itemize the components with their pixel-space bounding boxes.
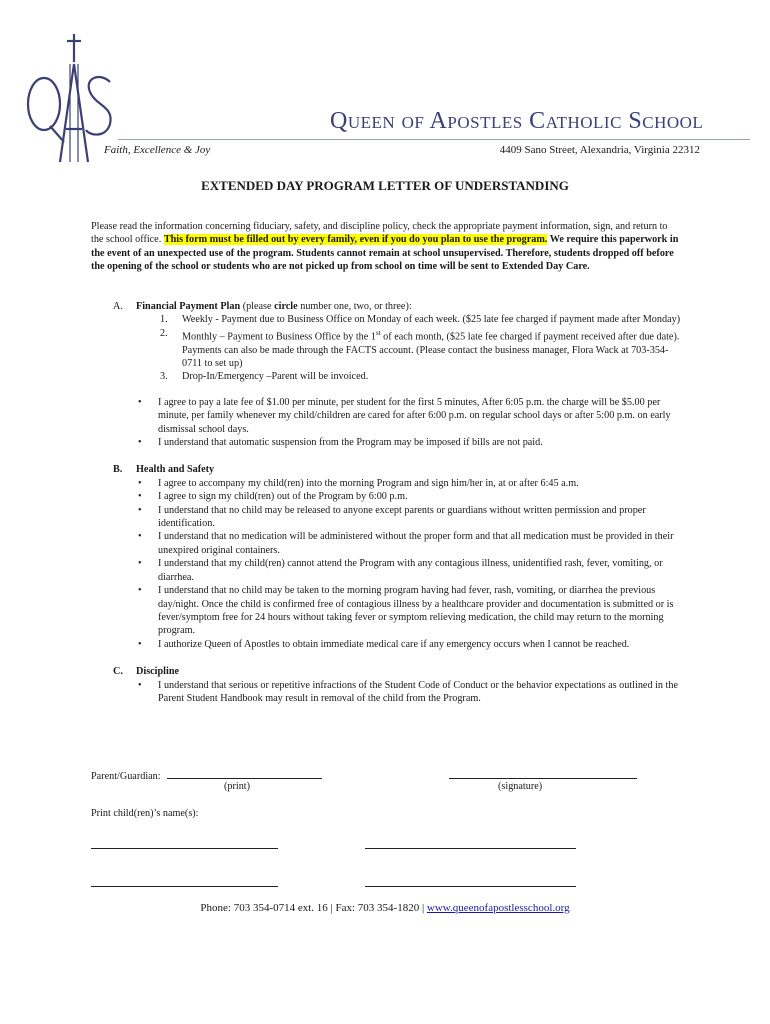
fee-bullet-list: [136, 396, 681, 450]
bullet-text: I agree to sign my child(ren) out of the Program by 6:00 p.m.: [158, 491, 408, 503]
website-link[interactable]: www.queenofapostlesschool.org: [426, 902, 570, 914]
payment-plan-list: [136, 313, 681, 383]
bullet-text: I understand that my child(ren) cannot attend the Program with any contagious illness, unidentified rash, fever, vomiting, or diarrhea.: [158, 558, 663, 583]
bullet-text: I agree to pay a late fee of $1.00 per minute, per student for the first 5 minutes, After 6:05 p.m. the charge will be $5.00 per minute, per family whenever my child/children are cared for after 6:00 p.m. on regular school days or after 5:00 p.m. on early dismissal school days.: [158, 396, 671, 435]
child-name-row-1: [91, 838, 691, 852]
signature-caption: (signature): [498, 781, 543, 792]
intro-requirement: We require this paperwork in the event of an unexpected use of the program. Students cannot remain at school unsupervised. Therefore, students dropped off before the opening of the school or students who are not picked up from school on time will be sent to Extended Day Care.: [91, 234, 679, 273]
header-divider: [118, 139, 750, 140]
discipline-bullet-list: [136, 679, 681, 706]
heading-note: (please: [240, 301, 275, 312]
bullet-icon: •: [138, 396, 142, 408]
plan-number: 1.: [160, 314, 168, 326]
children-label: Print child(ren)’s name(s):: [91, 808, 199, 819]
plan-text-end: of each month, ($25 late fee charged if payment received after due date). Payments can also be made through the FACTS account. (Please contact the business manager, Flora Wack at 703-354-0711 to set up): [182, 331, 680, 370]
bullet-text: I understand that no medication will be administered without the proper form and that all medication must be provided in their unexpired original containers.: [158, 531, 674, 556]
safety-bullet-list: [136, 477, 681, 651]
section-letter: A.: [113, 301, 123, 312]
list-item: [136, 679, 681, 706]
list-item: [160, 370, 681, 383]
plan-text: Weekly - Payment due to Business Office on Monday of each week. ($25 late fee charged if payment made after Monday): [182, 314, 681, 326]
bullet-icon: •: [138, 531, 142, 543]
section-heading: Discipline: [136, 666, 180, 678]
child-name-line[interactable]: [91, 838, 278, 849]
list-item: [136, 504, 681, 531]
child-name-row-2: [91, 876, 691, 890]
child-name-line[interactable]: [365, 876, 576, 887]
section-letter: B.: [113, 464, 123, 476]
heading-note-end: number one, two, or three):: [297, 301, 412, 312]
bullet-text: I understand that no child may be taken to the morning program having had fever, rash, vomiting, or diarrhea the previous day/night. Once the child is confirmed free of contagious illness by a healthcare provider and documentation is submitted or is fever/symptom free for 24 hours without taking fever or symptom relieving medication, the child may return to the morning program.: [158, 585, 674, 637]
school-name: Queen of Apostles Catholic School: [330, 108, 704, 134]
bullet-icon: •: [138, 679, 142, 691]
parent-label: Parent/Guardian:: [91, 771, 161, 782]
bullet-icon: •: [138, 477, 142, 489]
bullet-icon: •: [138, 491, 142, 503]
footer-contact: [0, 902, 770, 914]
bullet-icon: •: [138, 558, 142, 570]
list-item: [136, 477, 681, 490]
plan-superscript: st: [375, 328, 381, 337]
list-item: [160, 327, 681, 371]
heading-note-bold: circle: [274, 301, 298, 312]
school-motto: Faith, Excellence & Joy: [104, 144, 211, 156]
bullet-icon: •: [138, 504, 142, 516]
parent-signature-line[interactable]: [449, 768, 637, 779]
list-item: [160, 313, 681, 326]
parent-print-line[interactable]: [167, 768, 322, 779]
section-heading: Health and Safety: [136, 464, 215, 476]
bullet-text: I understand that serious or repetitive infractions of the Student Code of Conduct or the behavior expectations as outlined in the Parent Student Handbook may result in removal of the child from the Program.: [158, 679, 678, 704]
parent-signature-row: [91, 768, 691, 782]
print-caption: (print): [224, 781, 251, 792]
document-title: EXTENDED DAY PROGRAM LETTER OF UNDERSTANDING: [201, 178, 569, 193]
section-heading: Financial Payment Plan: [136, 301, 241, 312]
bullet-text: I understand that no child may be released to anyone except parents or guardians without written permission and proper identification.: [158, 504, 646, 530]
child-name-line[interactable]: [365, 838, 576, 849]
intro-highlight: This form must be filled out by every family, even if you do you plan to use the program.: [163, 234, 548, 246]
bullet-icon: •: [138, 638, 142, 650]
plan-number: 2.: [160, 327, 168, 339]
intro-text: Please read the information concerning fiduciary, safety, and discipline policy, check the appropriate payment information, sign, and return to the school office.: [91, 221, 668, 246]
bullet-icon: •: [138, 437, 142, 449]
list-item: [136, 436, 681, 449]
bullet-text: I authorize Queen of Apostles to obtain immediate medical care if any emergency occurs when I cannot be reached.: [158, 638, 630, 650]
list-item: [136, 584, 681, 638]
list-item: [136, 557, 681, 584]
bullet-icon: •: [138, 585, 142, 597]
list-item: [136, 638, 681, 651]
policy-sections: [91, 300, 681, 715]
bullet-text: I understand that automatic suspension from the Program may be imposed if bills are not paid.: [158, 437, 543, 449]
section-discipline: [91, 665, 681, 705]
child-name-line[interactable]: [91, 876, 278, 887]
list-item: [136, 490, 681, 503]
plan-text: Monthly – Payment to Business Office by the 1: [182, 331, 376, 343]
plan-number: 3.: [160, 371, 168, 383]
list-item: [136, 530, 681, 557]
section-financial: [91, 300, 681, 449]
intro-paragraph: [91, 220, 681, 274]
bullet-text: I agree to accompany my child(ren) into the morning Program and sign him/her in, at or after 6:45 a.m.: [158, 477, 579, 489]
plan-text: Drop-In/Emergency –Parent will be invoiced.: [182, 371, 369, 383]
school-address: 4409 Sano Street, Alexandria, Virginia 22312: [499, 144, 700, 156]
contact-info: Phone: 703 354-0714 ext. 16 | Fax: 703 354-1820 |: [200, 902, 427, 914]
list-item: [136, 396, 681, 436]
section-health-safety: [91, 463, 681, 651]
section-letter: C.: [113, 666, 123, 678]
